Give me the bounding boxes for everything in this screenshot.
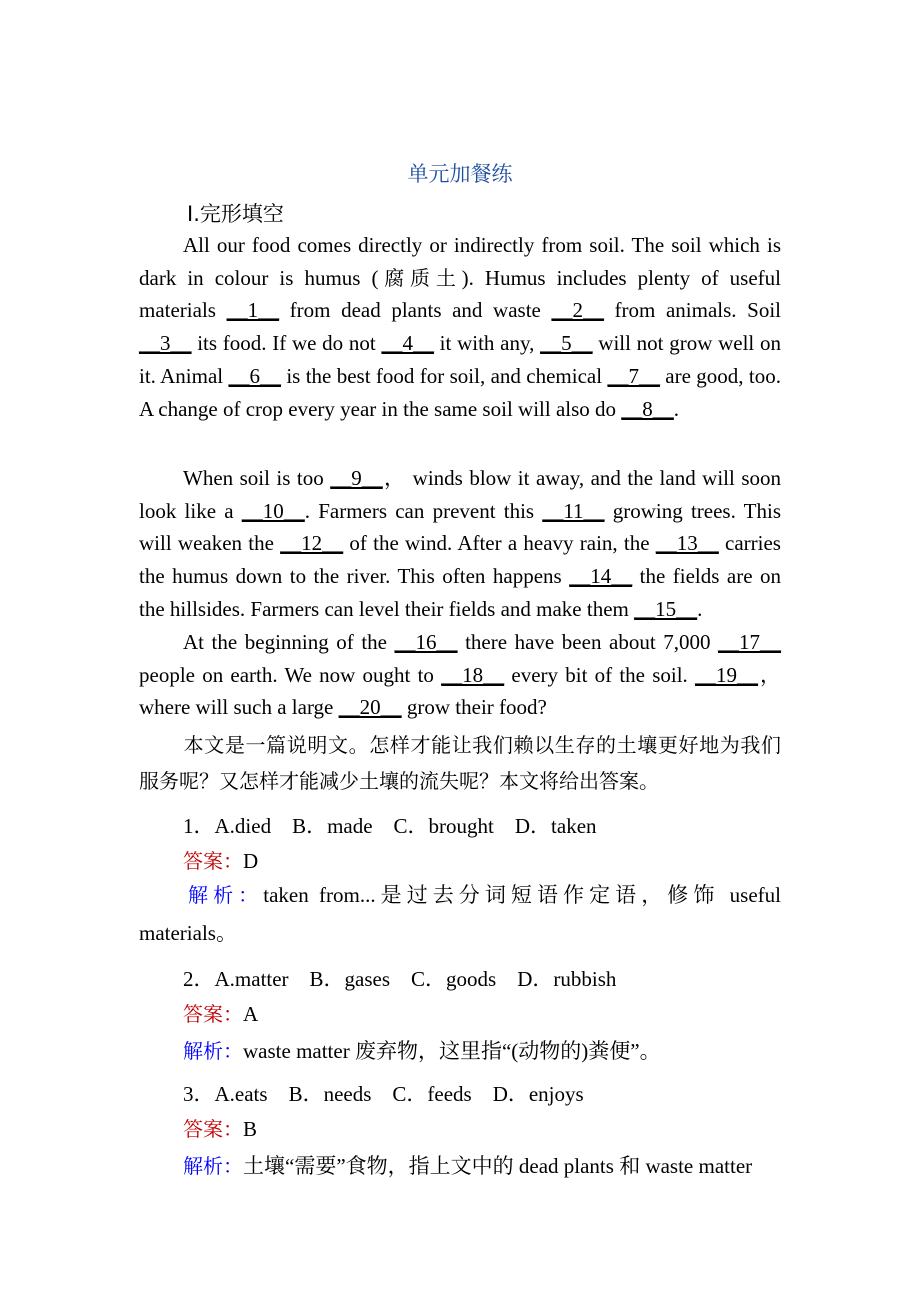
blank-14: __14__ <box>569 564 633 589</box>
passage-text: 腐质土 <box>378 265 462 290</box>
passage-text: will not grow well on it. Animal <box>139 331 781 388</box>
blank-7: __7__ <box>607 363 660 388</box>
blank-1: __1__ <box>226 298 280 323</box>
explanation-text: taken from...是过去分词短语作定语，修饰 useful materials。 <box>139 883 782 945</box>
passage-text: people on earth. We now ought to <box>139 662 442 687</box>
answer-label: 答案： <box>183 1117 243 1141</box>
passage-text: there have been about 7,000 <box>457 630 718 654</box>
passage-text: All our food comes directly or indirectly from soil. The soil which is dark in colour is humus ( <box>139 233 781 290</box>
explanation-text: waste matter 废弃物，这里指“(动物的)粪便”。 <box>243 1039 661 1063</box>
answer-label: 答案： <box>183 849 243 873</box>
passage-paragraph-1 <box>139 229 781 425</box>
blank-2: __2__ <box>551 298 604 323</box>
passage-text: ，where will such a large <box>139 662 782 720</box>
page-title: 单元加餐练 <box>407 162 513 186</box>
passage-text: from dead plants and waste <box>279 298 552 323</box>
passage-paragraph-3 <box>139 626 781 724</box>
question-1-explanation <box>139 876 781 952</box>
blank-6: __6__ <box>228 363 281 388</box>
question-2-options: 2．A.matter B．gases C．goods D．rubbish <box>183 967 617 991</box>
blank-9: __9__ <box>330 466 383 490</box>
passage-text: ， winds blow it away, and the land will soon look like a <box>139 466 781 523</box>
passage-text: When soil is too <box>183 466 331 490</box>
blank-20: __20__ <box>338 695 402 720</box>
question-3-options: 3．A.eats B．needs C．feeds D．enjoys <box>183 1082 584 1106</box>
blank-15: __15__ <box>634 596 698 621</box>
question-3-answer <box>183 1113 257 1142</box>
blank-10: __10__ <box>241 498 305 523</box>
passage-summary <box>139 727 781 799</box>
blank-12: __12__ <box>280 531 344 556</box>
explanation-label: 解析： <box>183 883 264 907</box>
blank-16: __16__ <box>394 630 458 654</box>
blank-13: __13__ <box>655 531 719 556</box>
answer-value: D <box>243 849 259 873</box>
passage-text: . <box>697 596 703 621</box>
passage-text: are good, too. A change of crop every year in the same soil will also do <box>139 363 781 421</box>
blank-5: __5__ <box>540 331 593 356</box>
passage-text: . <box>673 396 680 421</box>
passage-text: grow their food? <box>401 695 547 720</box>
blank-3: __3__ <box>139 331 192 356</box>
passage-text: the fields are on the hillsides. Farmers can level their fields and make them <box>139 564 782 621</box>
passage-text: carries the humus down to the river. This often happens <box>139 531 781 589</box>
passage-text: . Farmers can prevent this <box>304 498 543 523</box>
passage-text: At the beginning of the <box>183 630 395 654</box>
answer-label: 答案： <box>183 1002 243 1026</box>
question-1-answer <box>183 845 258 874</box>
section-heading: Ⅰ.完形填空 <box>187 202 284 226</box>
passage-text: from animals. Soil <box>603 298 781 323</box>
passage-text: is the best food for soil, and chemical <box>280 363 608 388</box>
explanation-label: 解析： <box>183 1039 243 1063</box>
passage-text: ). Humus includes plenty of useful materials <box>139 265 782 323</box>
passage-text: of the wind. After a heavy rain, the <box>343 531 656 556</box>
question-1-options: 1．A.died B．made C．brought D．taken <box>183 814 597 838</box>
passage-text: growing trees. This will weaken the <box>139 498 781 556</box>
question-2-explanation <box>183 1035 661 1065</box>
summary-text: 本文是一篇说明文。怎样才能让我们赖以生存的土壤更好地为我们服务呢？又怎样才能减少土壤的流失呢？本文将给出答案。 <box>139 733 781 793</box>
answer-value: B <box>243 1117 258 1141</box>
question-2-answer <box>183 998 258 1027</box>
blank-11: __11__ <box>542 498 605 523</box>
blank-17: __17__ <box>718 630 781 654</box>
explanation-label: 解析： <box>183 1154 243 1178</box>
blank-18: __18__ <box>441 662 505 687</box>
passage-paragraph-2 <box>139 462 781 626</box>
blank-4: __4__ <box>381 331 434 356</box>
answer-value: A <box>243 1002 259 1026</box>
passage-text: every bit of the soil. <box>504 662 696 687</box>
question-3-explanation <box>183 1150 752 1180</box>
explanation-text: 土壤“需要”食物，指上文中的 dead plants 和 waste matter <box>243 1154 753 1178</box>
blank-19: __19__ <box>695 662 759 687</box>
blank-8: __8__ <box>621 396 674 421</box>
passage-text: its food. If we do not <box>191 331 382 356</box>
passage-text: it with any, <box>433 331 541 356</box>
